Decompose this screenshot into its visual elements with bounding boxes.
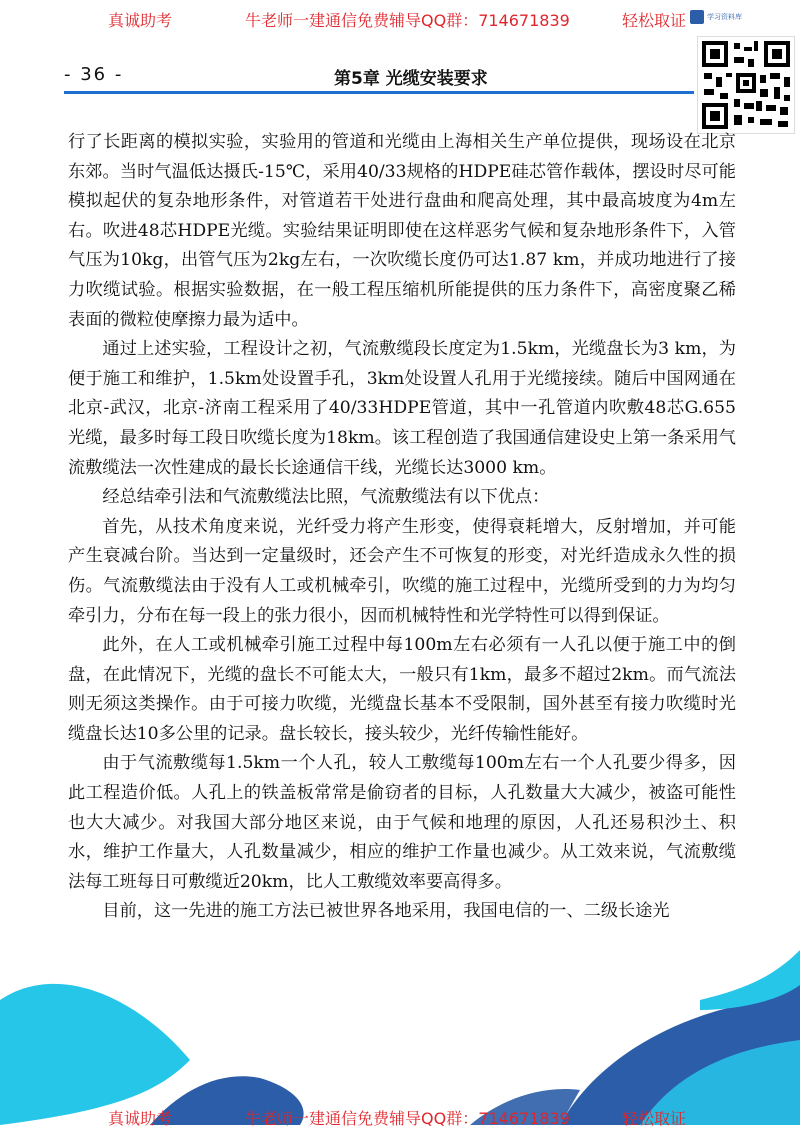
logo-text: 学习资料库 [707, 13, 742, 21]
banner-qq-group-text: 牛老师一建通信免费辅导QQ群：714671839 [245, 1109, 570, 1128]
banner-right-text: 轻松取证 [622, 1109, 687, 1128]
paragraph: 由于气流敷缆每1.5km一个人孔，较人工敷缆每100m左右一个人孔要少得多，因此工程造价低。人孔上的铁盖板常常是偷窃者的目标，人孔数量大大减少，被盗可能性也大大减少。对我国大部分地区来说，由于气候和地理的原因，人孔还易积沙土、积水，维护工作量大，人孔数量减少，相应的维护工作量也减少。从工效来说，气流敷缆法每工班每日可敷缆近20km，比人工敷缆效率要高得多。 [68, 753, 736, 892]
paragraph: 通过上述实验，工程设计之初，气流敷缆段长度定为1.5km，光缆盘长为3 km，为便于施工和维护，1.5km处设置手孔，3km处设置人孔用于光缆接续。随后中国网通在北京-武汉，北京-济南工程采用了40/33HDPE管道，其中一孔管道内吹敷48芯G.655光缆，最多时每工段日吹缆长度为18km。该工程创造了我国通信建设史上第一条采用气流敷缆法一次性建成的最长长途通信干线，光缆长达3000 km。 [68, 339, 736, 478]
paragraph: 目前，这一先进的施工方法已被世界各地采用，我国电信的一、二级长途光 [102, 901, 670, 922]
paragraph: 经总结牵引法和气流敷缆法比照，气流敷缆法有以下优点： [102, 487, 550, 508]
paragraph: 行了长距离的模拟实验，实验用的管道和光缆由上海相关生产单位提供，现场设在北京东郊。当时气温低达摄氏-15℃，采用40/33规格的HDPE硅芯管作载体，摆设时尽可能模拟起伏的复杂地形条件，对管道若干处进行盘曲和爬高处理，其中最高坡度为4m左右。吹进48芯HDPE光缆。实验结果证明即使在这样恶劣气候和复杂地形条件下，入管气压为10kg，出管气压为2kg左右，一次吹缆长度仍可达1.87 km，并成功地进行了接力吹缆试验。根据实验数据，在一般工程压缩机所能提供的压力条件下，高密度聚乙稀表面的微粒使摩擦力最为适中。 [68, 132, 736, 330]
banner-left-text: 真诚助考 [108, 1109, 173, 1128]
logo-mark-icon [690, 10, 704, 24]
document-body [68, 128, 736, 927]
page-number: - 36 - [64, 64, 124, 85]
banner-left-text: 真诚助考 [108, 11, 173, 30]
page-header [64, 60, 694, 90]
header-rule [64, 91, 694, 94]
banner-qq-group-text: 牛老师一建通信免费辅导QQ群：714671839 [245, 11, 570, 30]
bottom-banner [0, 1098, 800, 1134]
top-banner [0, 0, 800, 36]
qr-code-icon [697, 36, 795, 134]
paragraph: 首先，从技术角度来说，光纤受力将产生形变，使得衰耗增大，反射增加，并可能产生衰减台阶。当达到一定量级时，还会产生不可恢复的形变，对光纤造成永久性的损伤。气流敷缆法由于没有人工或机械牵引，吹缆的施工过程中，光缆所受到的力为均匀牵引力，分布在每一段上的张力很小，因而机械特性和光学特性可以得到保证。 [68, 516, 736, 626]
chapter-title: 第5章 光缆安装要求 [334, 69, 488, 89]
paragraph: 此外，在人工或机械牵引施工过程中每100m左右必须有一人孔以便于施工中的倒盘，在此情况下，光缆的盘长不可能太大，一般只有1km，最多不超过2km。而气流法则无须这类操作。由于可接力吹缆，光缆盘长基本不受限制，国外甚至有接力吹缆时光缆盘长达10多公里的记录。盘长较长，接头较少，光纤传输性能好。 [68, 635, 736, 744]
brand-logo [690, 4, 752, 30]
banner-right-text: 轻松取证 [622, 11, 687, 30]
